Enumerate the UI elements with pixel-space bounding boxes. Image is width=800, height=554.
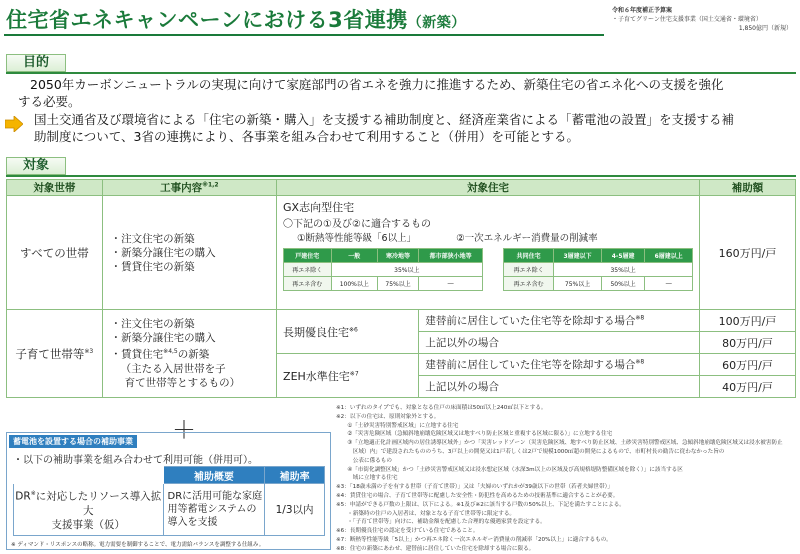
amount-zeh-other: 40万円/戸 [700, 376, 796, 398]
gx-title: GX志向型住宅 [283, 201, 355, 214]
amount-all: 160万円/戸 [700, 196, 796, 310]
purpose-para1-line1: 2050年カーボンニュートラルの実現に向けて家庭部門の省エネを強力に推進するため、新築住宅の省エネ化への支援を強化 [30, 77, 724, 92]
mini-cell: ― [419, 277, 483, 291]
footnote-line: ②「災害危険区域（急傾斜地崩壊危険区域又は地すべり防止区域と重複する区域に限る）」に立地する住宅 [336, 431, 613, 438]
dr-footnote: ※ ディマンド・リスポンスの略称。電力需要を制御することで、電力需給バランスを調整する仕組み。 [11, 542, 265, 548]
footnote-line: ④「市街化調整区域」かつ「土砂災害警戒区域又は浸水想定区域（水深3m以上の区域及び高規格堤防整備区域を除く）」に該当する区 [336, 466, 683, 473]
mini-row-label: 再エネ除く [284, 263, 332, 277]
mini-header: 3層建以下 [554, 249, 602, 263]
arrow-right-icon [5, 116, 23, 132]
cond-demolish: 建替前に居住していた住宅等を除却する場合$^{※8}$ [419, 354, 700, 376]
gx-condition: 〇下記の①及び②に適合するもの [283, 219, 431, 230]
footnote-line: ※4：賃貸住宅の場合、子育て世帯等に配慮した安全性・防犯性を高めるための技術基準に適合することが必要。 [336, 492, 619, 499]
purpose-para2-line1: 国土交通省及び環境省による「住宅の新築・購入」を支援する補助制度と、経済産業省による「蓄電池の設置」を支援する補 [34, 112, 735, 127]
cond-other: 上記以外の場合 [419, 332, 700, 354]
gx-item-2: ②一次エネルギー消費量の削減率 [456, 233, 598, 244]
col-household: 対象世帯 [7, 180, 103, 196]
purpose-heading: 目的 [6, 54, 66, 72]
child-households-works [102, 310, 276, 398]
footnote-line: ・「子育て世帯等」向けに、補助金額を配慮した合理的な優遇家賃を設定する。 [336, 519, 546, 526]
mini-header: 6層建以上 [645, 249, 693, 263]
meta-line2: ・子育てグリーン住宅支援事業（国土交通省・環境省） [612, 16, 762, 23]
blank-header [14, 467, 164, 484]
battery-support-intro: ・以下の補助事業を組み合わせて利用可能（併用可）。 [13, 455, 258, 466]
plus-icon: ＋ [172, 416, 196, 444]
mini-header: 寒冷地等 [377, 249, 418, 263]
work-item: （主たる入居世帯を子 [120, 362, 226, 375]
amount-long-demolish: 100万円/戸 [700, 310, 796, 332]
mini-header: 戸建住宅 [284, 249, 332, 263]
col-amount: 補助額 [700, 180, 796, 196]
all-households-label: すべての世帯 [7, 196, 103, 310]
footnote-line: ※8：住宅の新築にあわせ、建替前に居住していた住宅を除却する場合に限る。 [336, 545, 535, 552]
detached-criteria-table [283, 248, 483, 291]
footnote-line: ※5：申請ができる戸数の上限は、以下による。※1及び※2に該当する戸数の50%以上、下記を満たすことによる。 [336, 501, 625, 508]
work-item: 育て世帯等とするもの） [124, 376, 241, 389]
dr-program-name: DR※に対応したリソース導入拡大 支援事業（仮） [14, 484, 164, 536]
amount-long-other: 80万円/戸 [700, 332, 796, 354]
budget-meta [612, 6, 792, 33]
col-overview: 補助概要 [163, 467, 265, 484]
mini-cell: 75%以上 [377, 277, 418, 291]
target-table [6, 179, 796, 398]
footnotes [336, 404, 796, 552]
footnote-line: 区域）内」で建設されたもののうち、3戸以上の開発又は1戸若しくは2戸で規模1000㎡超の開発によるもので、市町村長の勧告に従わなかった旨の [336, 448, 725, 455]
cond-other: 上記以外の場合 [419, 376, 700, 398]
amount-zeh-demolish: 60万円/戸 [700, 354, 796, 376]
purpose-rule [6, 72, 796, 74]
meta-line1: 令和６年度補正予算案 [612, 7, 673, 14]
purpose-para1-line2: する必要。 [18, 94, 81, 109]
work-item: ・新築分譲住宅の購入 [110, 332, 216, 345]
work-item: ・注文住宅の新築 [110, 232, 195, 245]
col-home: 対象住宅 [277, 180, 700, 196]
footnote-line: ・新築時の住戸の入居者は、対象となる子育て世帯等に限定する。 [336, 510, 516, 517]
mini-row-label: 再エネ含む [504, 277, 554, 291]
battery-support-table [13, 466, 325, 536]
meta-budget: 1,850億円（新規） [738, 25, 792, 32]
battery-support-box [6, 432, 331, 550]
mini-header: 都市部狭小地等 [419, 249, 483, 263]
mini-cell: 75%以上 [554, 277, 602, 291]
gx-item-1: ①断熱等性能等級「6以上」 [297, 233, 417, 244]
work-item: ・新築分譲住宅の購入 [110, 246, 216, 259]
zeh-home-label: ZEH水準住宅$^{※7}$ [277, 354, 419, 398]
long-term-home-label: 長期優良住宅$^{※6}$ [277, 310, 419, 354]
footnote-line: ※1：いずれのタイプでも、対象となる住戸の床面積は50㎡以上240㎡以下とする。 [336, 405, 547, 411]
footnote-line: ※7：断熱等性能等級「5以上」かつ再エネ除く一次エネルギー消費量の削減率「20%以上」に適合するもの。 [336, 536, 612, 543]
dr-program-rate: 1/3以内 [265, 484, 325, 536]
cond-demolish: 建替前に居住していた住宅等を除却する場合$^{※8}$ [419, 310, 700, 332]
gx-items [283, 230, 693, 244]
purpose-para2 [34, 111, 794, 145]
mini-cell: 50%以上 [601, 277, 645, 291]
purpose-para2-line2: 助制度について、3省の連携により、各事業を組み合わせて利用すること（併用）を可能とする。 [34, 129, 579, 144]
footnote-line: ※6：長期優良住宅の認定を受けている住宅であること。 [336, 528, 479, 535]
footnote-line: 公表に係るもの [336, 457, 392, 464]
mini-cell: 100%以上 [331, 277, 377, 291]
target-rule [6, 175, 796, 177]
gx-mini-tables [283, 248, 693, 291]
mini-header: 4-5層建 [601, 249, 645, 263]
all-households-works [102, 196, 276, 310]
gx-home-cell [277, 196, 700, 310]
col-rate: 補助率 [265, 467, 325, 484]
apartment-criteria-table [503, 248, 693, 291]
mini-cell: 35%以上 [331, 263, 482, 277]
mini-header: 一般 [331, 249, 377, 263]
mini-row-label: 再エネ含む [284, 277, 332, 291]
mini-header: 共同住宅 [504, 249, 554, 263]
purpose-text [18, 76, 798, 110]
footnote-line: ※3：「18歳未満の子を有する世帯（子育て世帯）」又は「夫婦のいずれかが39歳以下の世帯（若者夫婦世帯）」 [336, 484, 613, 491]
footnote-line: ①「土砂災害特別警戒区域」に立地する住宅 [336, 422, 459, 429]
mini-row-label: 再エネ除く [504, 263, 554, 277]
work-item: ・賃貸住宅$^{※4,5}$の新築 [110, 348, 210, 361]
mini-cell: ― [645, 277, 693, 291]
footnote-line: ※2：以下の住宅は、原則対象外とする。 [336, 413, 440, 420]
page-title: 住宅省エネキャンペーンにおける3省連携（新築） [6, 8, 466, 32]
battery-support-title: 蓄電池を設置する場合の補助事業 [9, 435, 137, 448]
footnote-line: 域に立地する住宅 [336, 475, 398, 482]
work-item: ・注文住宅の新築 [110, 318, 195, 331]
mini-cell: 35%以上 [554, 263, 693, 277]
target-heading: 対象 [6, 157, 66, 175]
title-rule [4, 34, 604, 36]
work-item: ・賃貸住宅の新築 [110, 260, 195, 273]
child-households-label: 子育て世帯等$^{※3}$ [7, 310, 103, 398]
footnote-line: ③「立地適正化計画区域内の居住誘導区域外」かつ「災害レッドゾーン（災害危険区域、地すべり防止区域、土砂災害特別警戒区域、急傾斜地崩壊危険区域又は浸水被害防止 [336, 440, 783, 447]
dr-program-desc: DRに活用可能な家庭 用等蓄電システムの 導入を支援 [163, 484, 265, 536]
col-work: 工事内容$^{※1,2}$ [102, 180, 276, 196]
